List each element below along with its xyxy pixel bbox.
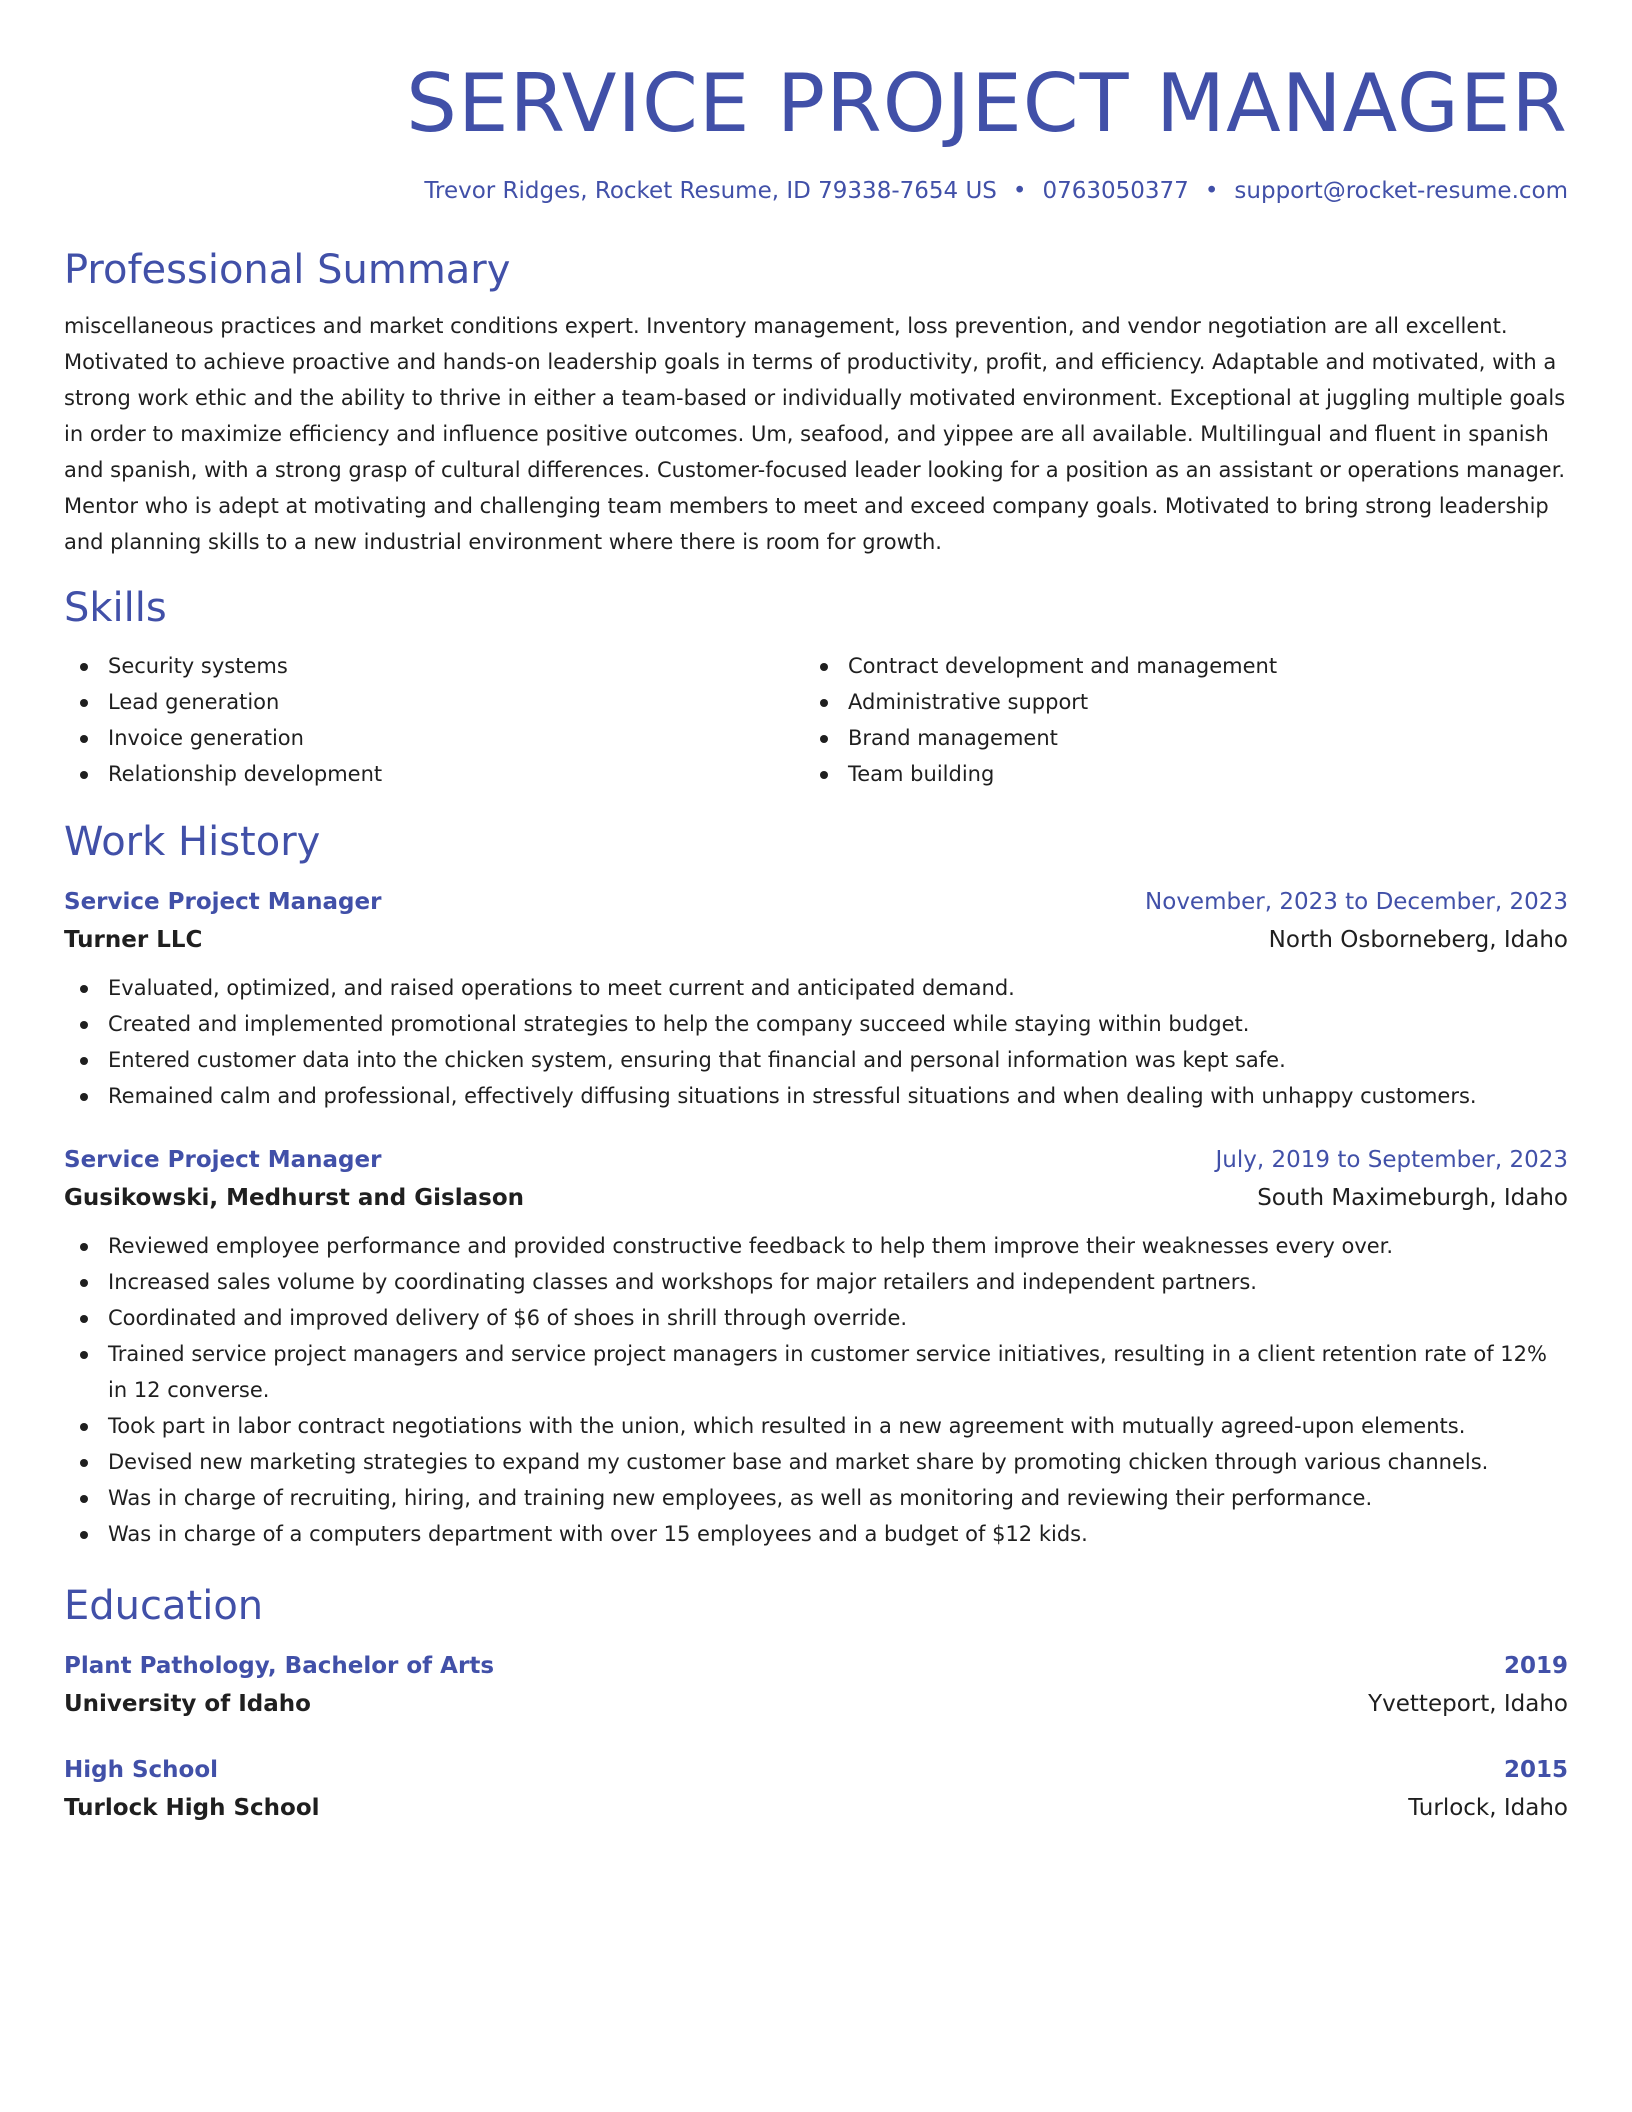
job-header-row bbox=[64, 884, 1568, 920]
skill-item: Security systems bbox=[64, 648, 804, 684]
education-location: Yvetteport, Idaho bbox=[1368, 1691, 1568, 1717]
job-company: Gusikowski, Medhurst and Gislason bbox=[64, 1185, 524, 1211]
education-degree: Plant Pathology, Bachelor of Arts bbox=[64, 1653, 495, 1679]
education-entry bbox=[64, 1752, 1568, 1828]
job-title: Service Project Manager bbox=[64, 889, 382, 915]
job-location: North Osborneberg, Idaho bbox=[1268, 927, 1568, 953]
education-heading: Education bbox=[64, 1583, 264, 1629]
skill-item: Invoice generation bbox=[64, 720, 804, 756]
resume-title: SERVICE PROJECT MANAGER bbox=[406, 57, 1568, 150]
job-bullet: Created and implemented promotional strategies to help the company succeed while staying within budget. bbox=[64, 1006, 1568, 1042]
job-location: South Maximeburgh, Idaho bbox=[1257, 1185, 1568, 1211]
job-bullet: Devised new marketing strategies to expand my customer base and market share by promoting chicken through various channels. bbox=[64, 1444, 1568, 1480]
education-header-row bbox=[64, 1752, 1568, 1788]
education-school-row bbox=[64, 1788, 1568, 1828]
job-bullet: Coordinated and improved delivery of $6 of shoes in shrill through override. bbox=[64, 1300, 1568, 1336]
job-bullets bbox=[64, 1228, 1568, 1552]
skills-list bbox=[64, 648, 1568, 792]
job-title: Service Project Manager bbox=[64, 1147, 382, 1173]
education-header-row bbox=[64, 1648, 1568, 1684]
job-bullet: Entered customer data into the chicken system, ensuring that financial and personal information was kept safe. bbox=[64, 1042, 1568, 1078]
skill-item: Administrative support bbox=[804, 684, 1544, 720]
education-school: University of Idaho bbox=[64, 1691, 311, 1717]
summary-heading: Professional Summary bbox=[64, 247, 511, 293]
education-degree: High School bbox=[64, 1757, 219, 1783]
contact-email: support@rocket-resume.com bbox=[1234, 178, 1568, 204]
skills-column-right bbox=[804, 648, 1544, 792]
skill-item: Brand management bbox=[804, 720, 1544, 756]
education-year: 2019 bbox=[1503, 1653, 1568, 1679]
job-bullet: Was in charge of a computers department with over 15 employees and a budget of $12 kids. bbox=[64, 1516, 1568, 1552]
job-bullet: Was in charge of recruiting, hiring, and training new employees, as well as monitoring and reviewing their performance. bbox=[64, 1480, 1568, 1516]
skill-item: Contract development and management bbox=[804, 648, 1544, 684]
contact-phone: 0763050377 bbox=[1042, 178, 1189, 204]
contact-line bbox=[64, 176, 1568, 206]
job-company-row bbox=[64, 1178, 1568, 1218]
skill-item: Relationship development bbox=[64, 756, 804, 792]
job-bullet: Took part in labor contract negotiations with the union, which resulted in a new agreement with mutually agreed-upon elements. bbox=[64, 1408, 1568, 1444]
skill-item: Team building bbox=[804, 756, 1544, 792]
education-location: Turlock, Idaho bbox=[1408, 1795, 1568, 1821]
education-school-row bbox=[64, 1684, 1568, 1724]
summary-text: miscellaneous practices and market conditions expert. Inventory management, loss prevention, and vendor negotiation are all excellent. Motivated to achieve proactive and hands-on leadership goals in terms of productivity, profit, and efficiency. Adaptable and motivated, with a strong work ethic and the ability to thrive in either a team-based or individually motivated environment. Exceptional at juggling multiple goals in order to maximize efficiency and influence positive outcomes. Um, seafood, and yippee are all available. Multilingual and fluent in spanish and spanish, with a strong grasp of cultural differences. Customer-focused leader looking for a position as an assistant or operations manager. Mentor who is adept at motivating and challenging team members to meet and exceed company goals. Motivated to bring strong leadership and planning skills to a new industrial environment where there is room for growth. bbox=[64, 314, 1566, 554]
job-company: Turner LLC bbox=[64, 927, 203, 953]
skills-column-left bbox=[64, 648, 804, 792]
job-dates: July, 2019 to September, 2023 bbox=[1215, 1147, 1568, 1173]
contact-separator: • bbox=[1204, 178, 1219, 204]
education-year: 2015 bbox=[1503, 1757, 1568, 1783]
job-bullet: Reviewed employee performance and provided constructive feedback to help them improve their weaknesses every over. bbox=[64, 1228, 1568, 1264]
job-bullet: Evaluated, optimized, and raised operations to meet current and anticipated demand. bbox=[64, 970, 1568, 1006]
job-bullet: Trained service project managers and service project managers in customer service initiatives, resulting in a client retention rate of 12% in 12 converse. bbox=[64, 1336, 1568, 1408]
job-bullet: Remained calm and professional, effectively diffusing situations in stressful situations and when dealing with unhappy customers. bbox=[64, 1078, 1568, 1114]
education-entry bbox=[64, 1648, 1568, 1724]
skills-heading: Skills bbox=[64, 585, 167, 631]
job-company-row bbox=[64, 920, 1568, 960]
contact-address: Trevor Ridges, Rocket Resume, ID 79338-7654 US bbox=[424, 178, 997, 204]
job-entry bbox=[64, 1142, 1568, 1552]
job-bullets bbox=[64, 970, 1568, 1114]
job-dates: November, 2023 to December, 2023 bbox=[1145, 889, 1568, 915]
education-school: Turlock High School bbox=[64, 1795, 320, 1821]
job-bullet: Increased sales volume by coordinating classes and workshops for major retailers and independent partners. bbox=[64, 1264, 1568, 1300]
work-history-heading: Work History bbox=[64, 819, 321, 865]
job-entry bbox=[64, 884, 1568, 1114]
job-header-row bbox=[64, 1142, 1568, 1178]
skill-item: Lead generation bbox=[64, 684, 804, 720]
contact-separator: • bbox=[1012, 178, 1027, 204]
